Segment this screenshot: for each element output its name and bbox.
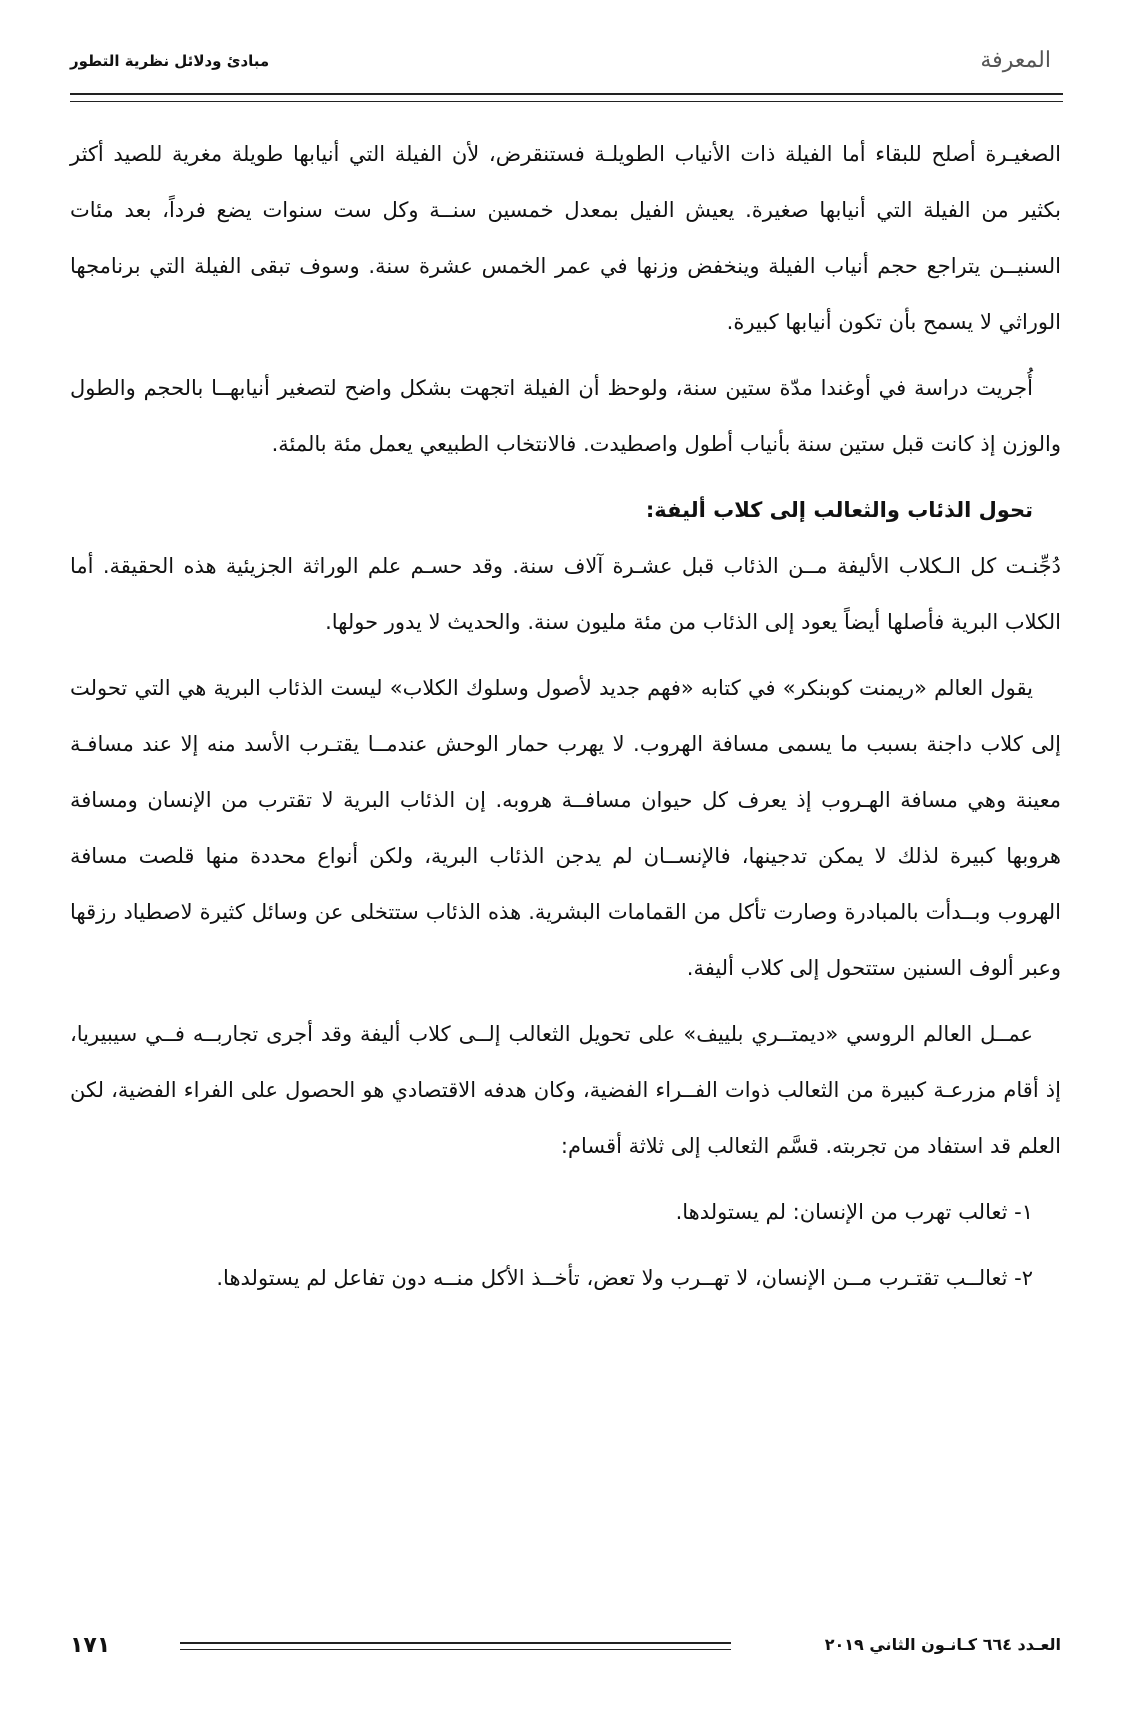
journal-logo: المعرفة [980, 48, 1051, 73]
footer-divider [180, 1642, 731, 1650]
page-footer [70, 1633, 1061, 1663]
paragraph: عمــل العالم الروسي «ديمتــري بلييف» على تحويل الثعالب إلــى كلاب أليفة وقد أجرى تجاربــه فــي سيبيريا، إذ أقام مزرعـة كبيرة من الثعالب ذوات الفــراء الفضية، وكان هدفه الاقتصادي هو الحصول على الفراء الفضية، لكن العلم قد استفاد من تجربته. قسَّم الثعالب إلى ثلاثة أقسام: [70, 1022, 1061, 1158]
issue-info: العـدد ٦٦٤ كـانـون الثاني ٢٠١٩ [824, 1635, 1061, 1654]
paragraph: دُجِّنـت كل الـكلاب الأليفة مــن الذئاب قبل عشـرة آلاف سنة. وقد حسـم علم الوراثة الجزيئية هذه الحقيقة. أما الكلاب البرية فأصلها أيضاً يعود إلى الذئاب من مئة مليون سنة. والحديث لا يدور حولها. [70, 554, 1061, 634]
list-item: ١- ثعالب تهرب من الإنسان: لم يستولدها. [675, 1200, 1033, 1224]
running-title: مبادئ ودلائل نظرية التطور [70, 52, 270, 70]
list-item: ٢- ثعالــب تقتـرب مــن الإنسان، لا تهــرب ولا تعض، تأخــذ الأكل منــه دون تفاعل لم يستولدها. [216, 1266, 1033, 1290]
paragraph: يقول العالم «ريمنت كوبنكر» في كتابه «فهم جديد لأصول وسلوك الكلاب» ليست الذئاب البرية هي التي تحولت إلى كلاب داجنة بسبب ما يسمى مسافة الهروب. لا يهرب حمار الوحش عندمــا يقتـرب الأسد منه إلا عند مسافـة معينة وهي مسافة الهـروب إذ يعرف كل حيوان مسافــة هروبه. إن الذئاب البرية لا تقترب من الإنسان ومسافة هروبها كبيرة لذلك لا يمكن تدجينها، فالإنســان لم يدجن الذئاب البرية، ولكن أنواع محددة منها قلصت مسافة الهروب وبــدأت بالمبادرة وصارت تأكل من القمامات البشرية. هذه الذئاب ستتخلى عن وسائل كثيرة لاصطياد رزقها وعبر ألوف السنين ستتحول إلى كلاب أليفة. [70, 676, 1061, 980]
paragraph: أُجريت دراسة في أوغندا مدّة ستين سنة، ولوحظ أن الفيلة اتجهت بشكل واضح لتصغير أنيابهــا بالحجم والطول والوزن إذ كانت قبل ستين سنة بأنياب أطول واصطيدت. فالانتخاب الطبيعي يعمل مئة بالمئة. [70, 376, 1061, 456]
page-header [70, 48, 1051, 88]
paragraph: الصغيـرة أصلح للبقاء أما الفيلة ذات الأنياب الطويلـة فستنقرض، لأن الفيلة التي أنيابها طويلة مغرية للصيد أكثر بكثير من الفيلة التي أنيابها صغيرة. يعيش الفيل بمعدل خمسين سنــة وكل ست سنوات يضع فرداً، بعد مئات السنيــن يتراجع حجم أنياب الفيلة وينخفض وزنها في عمر الخمس عشرة سنة. وسوف تبقى الفيلة التي برنامجها الوراثي لا يسمح بأن تكون أنيابها كبيرة. [70, 142, 1061, 334]
article-body [70, 126, 1061, 1316]
section-heading: تحول الذئاب والثعالب إلى كلاب أليفة: [645, 498, 1033, 522]
header-divider [70, 93, 1063, 102]
page-number: ١٧١ [70, 1633, 111, 1658]
